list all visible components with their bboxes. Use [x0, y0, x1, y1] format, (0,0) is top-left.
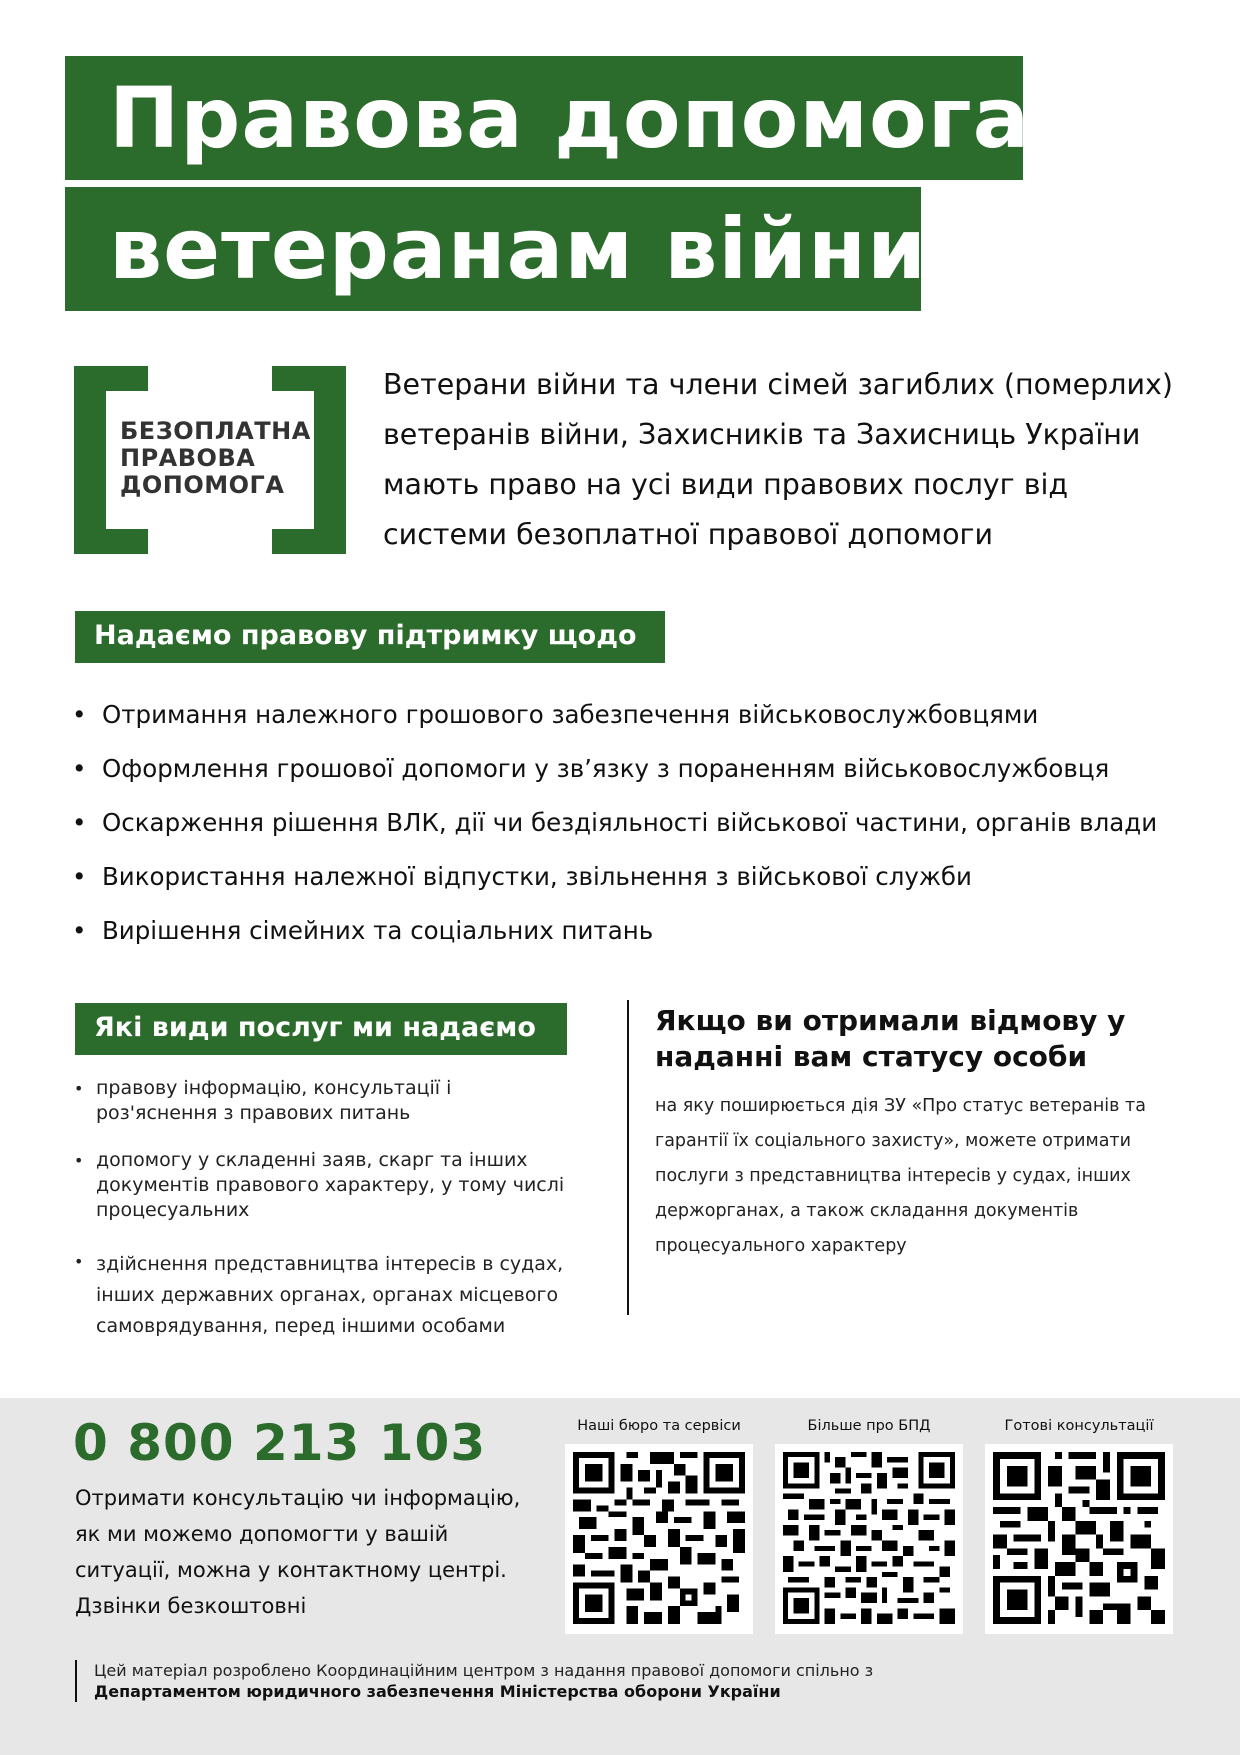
logo-text — [120, 418, 311, 499]
intro-paragraph: Ветерани війни та члени сімей загиблих (померлих) ветеранів війни, Захисників та Захисниць України мають право на усі види правових послуг від системи безоплатної правової допомоги — [383, 368, 1173, 551]
title-line-1: Правова допомога — [65, 56, 1023, 180]
bullet-icon: • — [74, 1079, 84, 1098]
qr-code-icon — [783, 1452, 955, 1624]
support-item-text: Використання належної відпустки, звільнення з військової служби — [102, 862, 972, 891]
logo-bracket-right-top-arm — [272, 366, 346, 391]
support-heading: Надаємо правову підтримку щодо — [75, 611, 665, 663]
qr-code-icon — [573, 1452, 745, 1624]
qr-code-icon[interactable] — [775, 1444, 963, 1634]
logo-text-line-2: ПРАВОВА — [120, 444, 256, 472]
bullet-icon: • — [72, 916, 87, 945]
support-item-text: Отримання належного грошового забезпечення військовослужбовцями — [102, 700, 1039, 729]
bullet-icon: • — [74, 1151, 84, 1170]
credit-note — [75, 1660, 873, 1702]
support-item — [72, 796, 1157, 850]
title-line-2: ветеранам війни — [65, 187, 921, 311]
refusal-heading: Якщо ви отримали відмову у наданні вам статусу особи — [655, 1004, 1126, 1073]
refusal-body: на яку поширюється дія ЗУ «Про статус ветеранів та гарантії їх соціального захисту», можете отримати послуги з представництва інтересів у судах, інших держорганах, а також складання документів процесуального характеру — [655, 1096, 1146, 1256]
logo-bracket-right-bottom-arm — [272, 529, 346, 554]
qr-code-icon — [993, 1452, 1165, 1624]
service-item — [74, 1148, 574, 1223]
bullet-icon: • — [72, 700, 87, 729]
logo-bracket-left-top-arm — [74, 366, 148, 391]
qr-code-icon[interactable] — [985, 1444, 1173, 1634]
bpd-logo — [74, 366, 346, 554]
bullet-icon: • — [74, 1252, 84, 1271]
refusal-section — [655, 1003, 1175, 1264]
service-item-text: допомогу у складенні заяв, скарг та інших документів правового характеру, у тому числі процесуальних — [96, 1149, 565, 1221]
hotline-description: Отримати консультацію чи інформацію, як ми можемо допомогти у вашій ситуації, можна у контактному центрі. Дзвінки безкоштовні — [75, 1486, 521, 1618]
support-item — [72, 742, 1157, 796]
support-item-text: Оформлення грошової допомоги у зв’язку з пораненням військовослужбовця — [102, 754, 1110, 783]
services-list — [74, 1076, 574, 1342]
qr-block-offices — [565, 1415, 753, 1634]
services-heading: Які види послуг ми надаємо — [75, 1003, 567, 1055]
qr-label: Більше про БПД — [807, 1418, 931, 1434]
service-item-text: здійснення представництва інтересів в судах, інших державних органах, органах місцевого самоврядування, перед іншими особами — [96, 1253, 564, 1337]
logo-bracket-left — [74, 366, 106, 554]
logo-text-line-1: БЕЗОПЛАТНА — [120, 417, 311, 445]
credit-line-1: Цей матеріал розроблено Координаційним центром з надання правової допомоги спільно з — [94, 1661, 874, 1680]
logo-bracket-right — [314, 366, 346, 554]
qr-block-consultations — [985, 1415, 1173, 1634]
credit-line-2: Департаментом юридичного забезпечення Міністерства оборони України — [94, 1682, 781, 1701]
support-list — [72, 688, 1157, 958]
logo-bracket-left-bottom-arm — [74, 529, 148, 554]
support-item-text: Вирішення сімейних та соціальних питань — [102, 916, 654, 945]
bullet-icon: • — [72, 862, 87, 891]
service-item — [74, 1076, 574, 1126]
qr-label: Наші бюро та сервіси — [577, 1418, 741, 1434]
logo-text-line-3: ДОПОМОГА — [120, 471, 285, 499]
bullet-icon: • — [72, 754, 87, 783]
support-item-text: Оскарження рішення ВЛК, дії чи бездіяльності військової частини, органів влади — [102, 808, 1158, 837]
support-item — [72, 850, 1157, 904]
qr-label: Готові консультації — [1004, 1418, 1154, 1434]
qr-code-icon[interactable] — [565, 1444, 753, 1634]
bullet-icon: • — [72, 808, 87, 837]
support-item — [72, 688, 1157, 742]
hotline-phone-number[interactable]: 0 800 213 103 — [73, 1414, 487, 1472]
qr-block-about-bpd — [775, 1415, 963, 1634]
service-item-text: правову інформацію, консультації і роз'яснення з правових питань — [96, 1077, 452, 1124]
support-item — [72, 904, 1157, 958]
column-divider — [627, 1000, 629, 1315]
service-item — [74, 1249, 574, 1342]
